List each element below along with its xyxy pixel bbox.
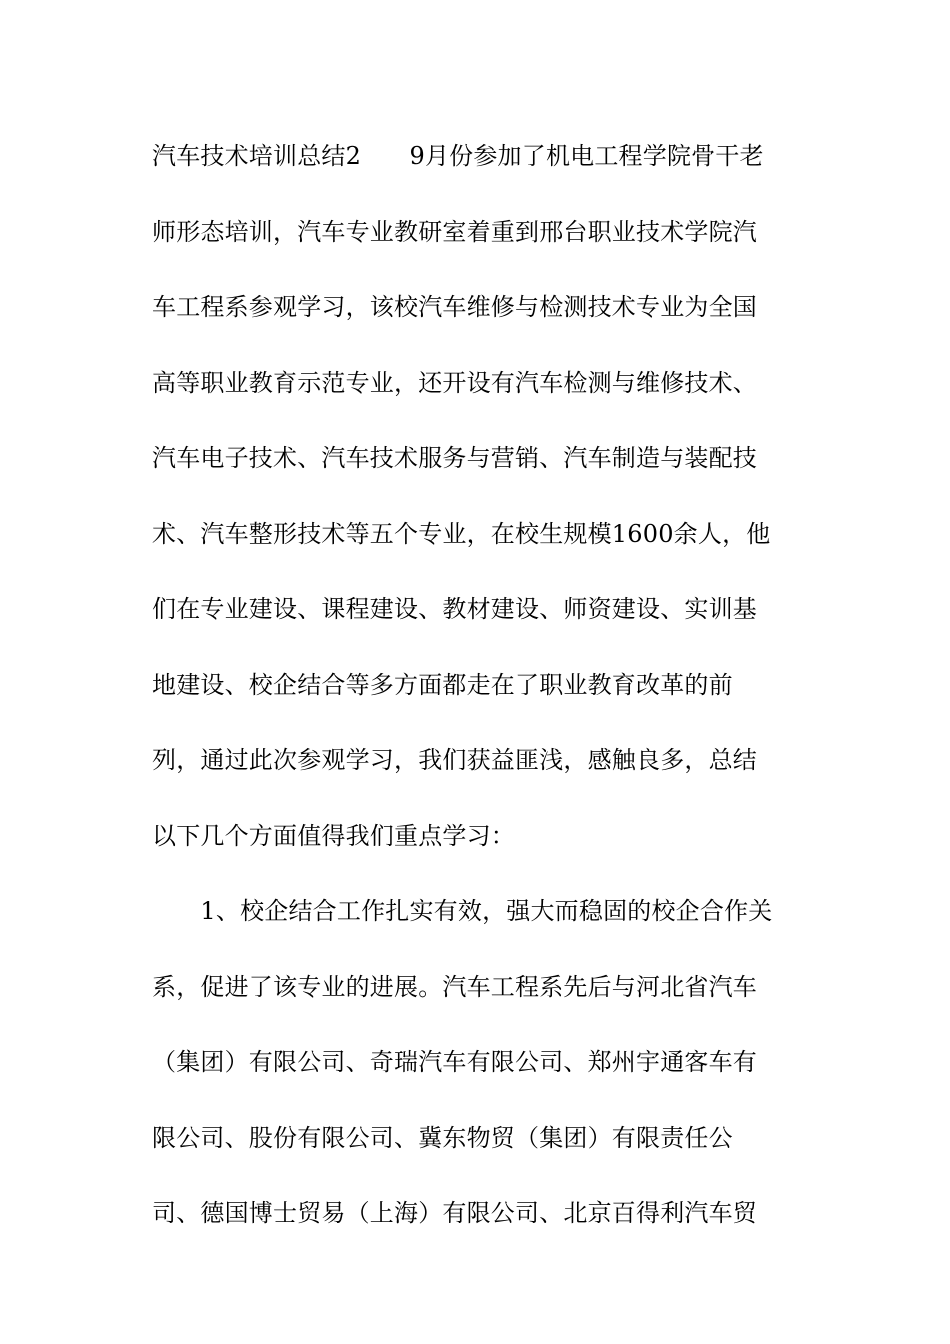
text-line: 列，通过此次参观学习，我们获益匪浅，感触良多，总结 [152, 746, 757, 774]
text-line: 车工程系参观学习，该校汽车维修与检测技术专业为全国 [152, 293, 757, 321]
text-line: 1、校企结合工作扎实有效，强大而稳固的校企合作关 [152, 897, 773, 925]
text-line: 术、汽车整形技术等五个专业，在校生规模1600余人，他 [152, 519, 771, 548]
text-line: 系，促进了该专业的进展。汽车工程系先后与河北省汽车 [152, 972, 757, 1001]
text-line: 地建设、校企结合等多方面都走在了职业教育改革的前 [152, 670, 733, 699]
text-line: 师形态培训，汽车专业教研室着重到邢台职业技术学院汽 [152, 217, 757, 246]
body-text [152, 134, 812, 1267]
text-line: 汽车电子技术、汽车技术服务与营销、汽车制造与装配技 [152, 444, 757, 472]
text-line: 们在专业建设、课程建设、教材建设、师资建设、实训基 [152, 595, 757, 623]
text-line: 限公司、股份有限公司、冀东物贸（集团）有限责任公 [152, 1123, 733, 1152]
text-line: 汽车技术培训总结2 9月份参加了机电工程学院骨干老 [152, 142, 764, 170]
text-line: 以下几个方面值得我们重点学习： [152, 821, 515, 850]
text-line: （集团）有限公司、奇瑞汽车有限公司、郑州宇通客车有 [152, 1048, 757, 1076]
text-line: 司、德国博士贸易（上海）有限公司、北京百得利汽车贸 [152, 1199, 757, 1227]
text-line: 高等职业教育示范专业，还开设有汽车检测与维修技术、 [152, 368, 757, 397]
